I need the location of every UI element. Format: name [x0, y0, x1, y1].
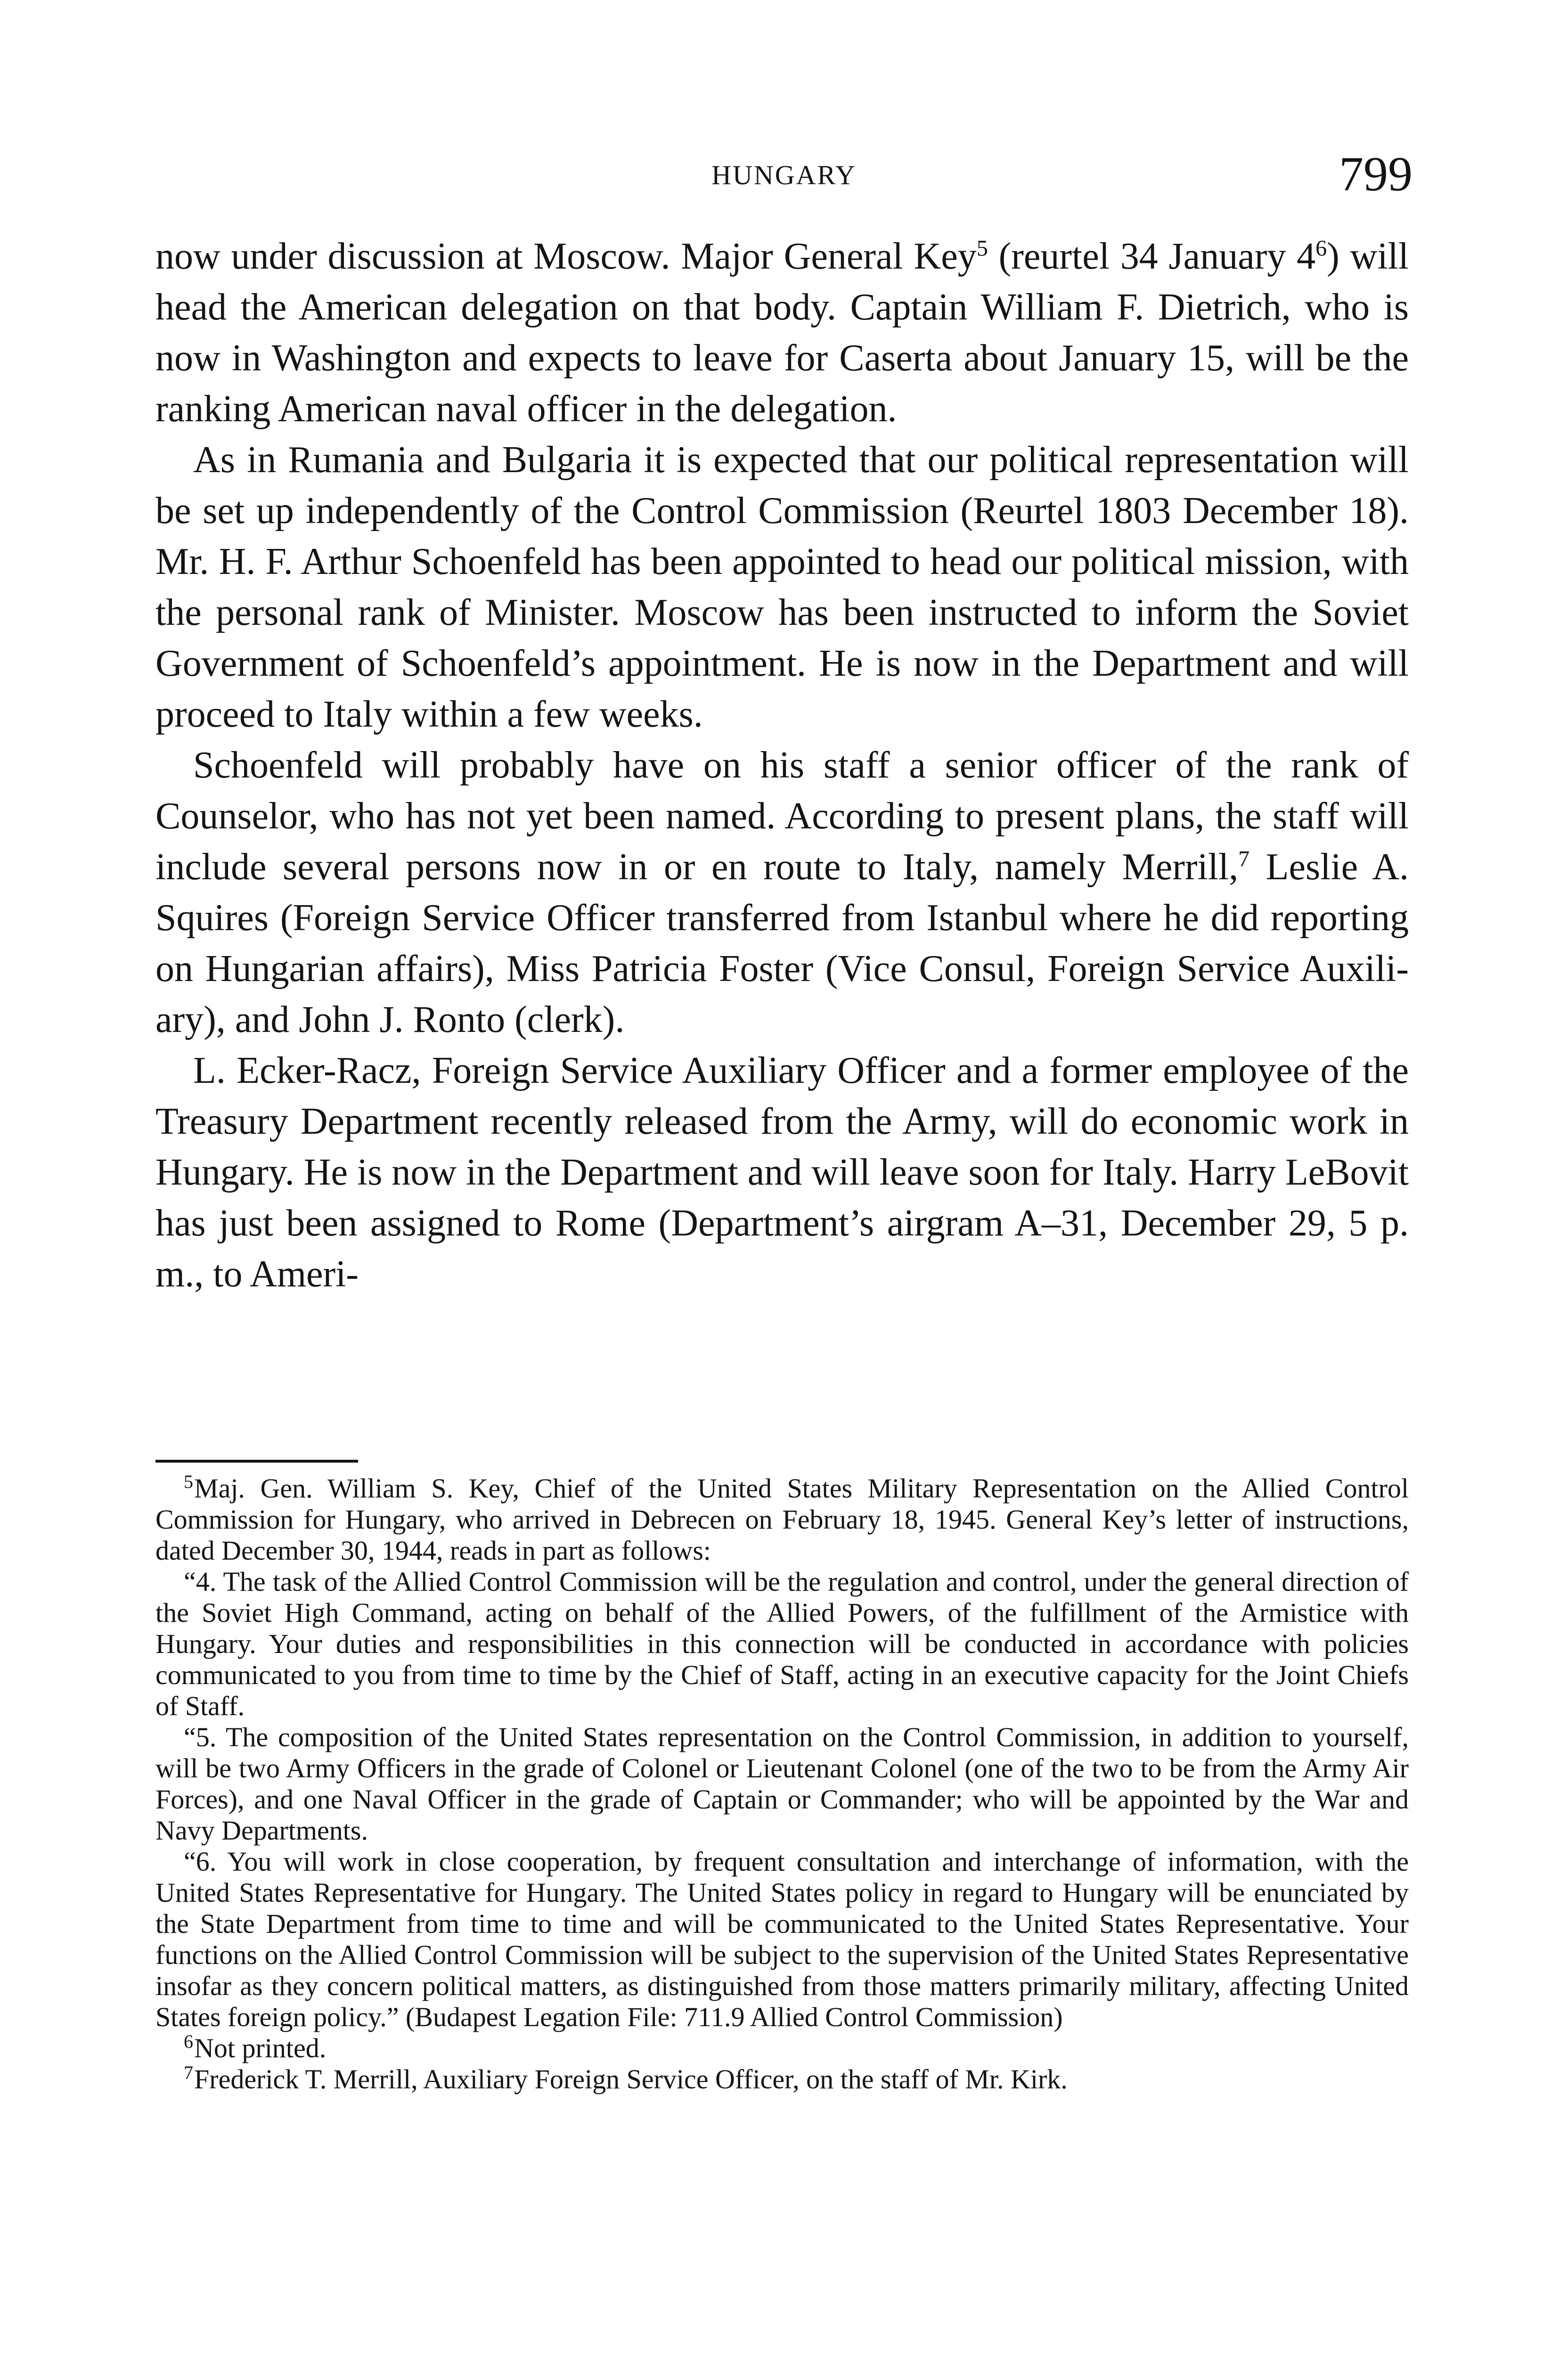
- footnote-7-marker: 7: [184, 2062, 193, 2083]
- paragraph-3: [155, 740, 1409, 1045]
- footnote-5-marker: 5: [184, 1471, 193, 1492]
- footnote-7-text: Frederick T. Merrill, Auxiliary Foreign Service Officer, on the staff of Mr. Kirk.: [194, 2064, 1068, 2094]
- paragraph-2: As in Rumania and Bulgaria it is expected that our political representation will be set up independently of the Control Commission (Reurtel 1803 December 18). Mr. H. F. Arthur Schoenfeld has been appointed to head our political mission, with the personal rank of Minister. Moscow has been instructed to inform the Soviet Government of Schoenfeld’s appointment. He is now in the Department and will proceed to Italy within a few weeks.: [155, 439, 1409, 735]
- footnote-7: [155, 2064, 1409, 2095]
- footnote-5: [155, 1473, 1409, 1566]
- page-number: 799: [1339, 147, 1413, 201]
- footnote-6-marker: 6: [184, 2030, 193, 2052]
- footnote-ref-5: 5: [976, 236, 988, 261]
- footnote-5-quote-5: “5. The composition of the United States representation on the Control Commission, in addition to yourself, will be two Army Officers in the grade of Colonel or Lieutenant Colonel (one of the two to be from the Army Air Forces), and one Naval Officer in the grade of Captain or Commander; who will be appointed by the War and Navy Departments.: [155, 1722, 1409, 1846]
- paragraph-1-text-b: (reurtel 34 January 4: [988, 236, 1316, 277]
- paragraph-1-text-a: now under discussion at Moscow. Major General Key: [155, 236, 977, 277]
- paragraph-3-text-b: Leslie A. Squires (Foreign Service Officer transferred from Istanbul where he did reporting on Hungarian affairs), Miss Patricia Foster (Vice Consul, Foreign Service Auxiliary), and John J. Ronto (clerk).: [155, 846, 1409, 1040]
- footnote-6-text: Not printed.: [194, 2033, 327, 2063]
- running-head: [0, 146, 1568, 201]
- footnote-5-text: Maj. Gen. William S. Key, Chief of the United States Military Representation on the Allied Control Commission for Hungary, who arrived in Debrecen on February 18, 1945. General Key’s letter of instructions, dated December 30, 1944, reads in part as follows:: [155, 1473, 1409, 1566]
- paragraph-4: L. Ecker-Racz, Foreign Service Auxiliary Officer and a former employee of the Treasury Department recently released from the Army, will do economic work in Hungary. He is now in the Department and will leave soon for Italy. Harry LeBovit has just been assigned to Rome (Department’s airgram A–31, December 29, 5 p. m., to Ameri-: [155, 1050, 1409, 1295]
- footnote-5-quote-4: “4. The task of the Allied Control Commission will be the regulation and control, under the general direction of the Soviet High Command, acting on behalf of the Allied Powers, of the fulfillment of the Armistice with Hungary. Your duties and responsibilities in this connection will be conducted in accordance with policies communicated to you from time to time by the Chief of Staff, acting in an executive capacity for the Joint Chiefs of Staff.: [155, 1566, 1409, 1721]
- footnote-6: [155, 2030, 1409, 2064]
- paragraph-1-text-c: ) will head the American delegation on that body. Captain William F. Dietrich, who is now in Washington and expects to leave for Caserta about January 15, will be the ranking American naval officer in the delegation.: [155, 236, 1409, 430]
- footnote-ref-7: 7: [1238, 846, 1250, 872]
- body-text: [155, 231, 1409, 1300]
- footnotes: [155, 1473, 1409, 2095]
- footnote-5-quote-6: “6. You will work in close cooperation, by frequent consultation and interchange of information, with the United States Representative for Hungary. The United States policy in regard to Hungary will be enunciated by the State Department from time to time and will be communicated to the United States Representative. Your functions on the Allied Control Commission will be subject to the supervision of the United States Representative insofar as they concern political matters, as distinguished from those matters primarily military, affecting United States foreign policy.” (Budapest Legation File: 711.9 Allied Control Commission): [155, 1846, 1409, 2032]
- running-title: HUNGARY: [711, 160, 857, 190]
- paragraph-3-text-a: Schoenfeld will probably have on his staff a senior officer of the rank of Counselor, who has not yet been named. According to present plans, the staff will include several persons now in or en route to Italy, namely Merrill,: [155, 744, 1409, 888]
- footnote-ref-6: 6: [1315, 236, 1327, 261]
- paragraph-1: [155, 231, 1409, 434]
- footnote-rule: [155, 1460, 358, 1463]
